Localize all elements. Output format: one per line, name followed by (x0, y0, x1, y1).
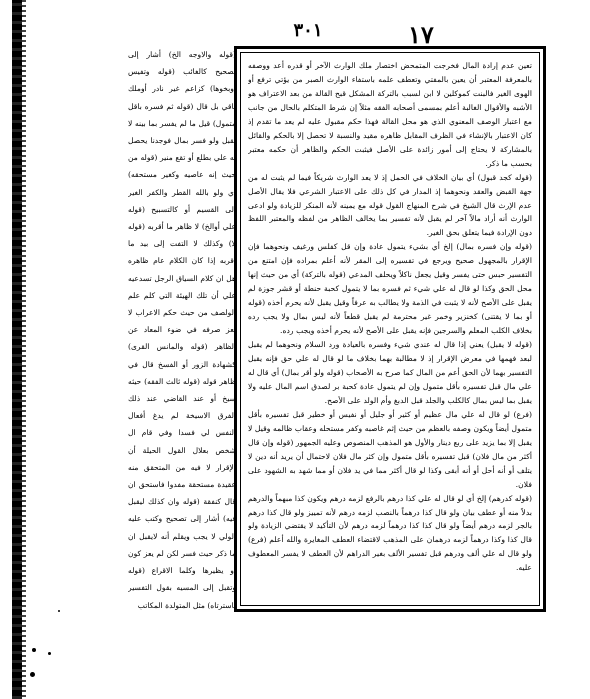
page (28, 0, 590, 699)
main-text-body (248, 59, 532, 601)
main-text-frame (234, 46, 546, 612)
main-paragraph-3: (قوله وإن فسره بمال) إلخ أي بشيء يتمول عادة وإن قل كفلس ورغيف ونحوهما فإن الإقرار بالمجهول صحيح ويرجع في تفسيره إلى المقر لأنه أعلم بمراده فإن امتنع من التفسير حبس حتى يفسر وقيل يجعل ناكلاً ويحلف المدعي (قوله بالتركة) أي من حيث إنها محل الحق وكذا لو قال له علي شيء ثم فسره بما لا يتمول كحبة حنطة أو قشر جوزة لم يقبل على الأصح لأنه لا يثبت في الذمة ولا يطالب به عرفاً وقيل يقبل لأنه يحرم أخذه (قوله أو بما لا يقتنى) كخنزير وخمر غير محترمة لم يقبل قطعاً لأنه ليس بمال ولا يجب رده بخلاف الكلب المعلم والسرجين فإنه يقبل على الأصح لأنه يحرم أخذه ويجب رده. (248, 242, 532, 336)
main-paragraph-6: (قوله كدرهم) إلخ أي لو قال له علي كذا درهم بالرفع لزمه درهم ويكون كذا مبهماً والدرهم بدلاً منه أو عطف بيان ولو قال كذا درهماً بالنصب لزمه درهم لأنه تمييز ولو قال كذا درهم بالجر لزمه درهم أيضاً ولو قال كذا كذا درهماً لزمه درهم لأن التأكيد لا يقتضي الزيادة ولو قال كذا وكذا درهماً لزمه درهمان على المذهب لاقتضاء العطف المغايرة والله أعلم (فرع) ولو قال له علي ألف ودرهم قبل تفسير الألف بغير الدراهم لأن العطف لا يفسر المعطوف عليه. (248, 493, 532, 573)
book-spine-shadow (12, 0, 22, 699)
margin-paragraph: (قوله والاوجه الخ) أشار إلى تصحيح كالغائب (قوله وتفيس أوبخوها) كزاعم غير نادر أوملك باقي بل قال (قوله ثم فسره باقل متمول) قيل ما لم يفسر بما بينه لا يقبل ولو فسر بمال فوجدنا يحصل به علي بطلع أو تقع منير (قوله من حيث إنه عاصيه وكغير مستحقه) أي ولو بالله القطر والكفر الغير إلى القسيم أو كالتسبيح (قوله علي أوالخ) لا ظاهر ما أقربه (قوله لا) وكذلك لا التفت إلى بيد ما أقربه إذا كان الكلام عام ظاهره هل ان كلام السياق الرجل تسدعيه علي أن تلك الهيئة التي كلم علم الولصف من حيث حكم الاعراب لا يعز صرفه في ضوء المعاد عن الظاهر (قوله والمانس القرى) كشهادة الزور أو الفسخ قال في ظاهر قوله (قوله ثالث الفقه) حيثه سيخ أو عند القاضي عند ذلك الفرق الاسيخة لم يدغ أفعال النفس لي فسدا وفي قام ال شخص بعلال القول الحيلة أن الإقرار لا فيه من المتحقق منه عقيدة مستحقة مفدوا فاستحق ان قال كنفقة (قوله وان كذلك ليقبل فيه) أشار إلى تصحيح وكتب عليه الولي لا يجب ويقلم أنه لايقبل ان ما ذكر حيث فسر لكن لم يعز كون أو يظيرها وكلما الاقراع (قوله وتقبل إلى المسيه بقول التفسير باسترتاه) مثل المتولدة المكاتب (128, 50, 236, 610)
speck (58, 610, 60, 612)
speck (32, 648, 36, 652)
main-text-inner-frame (240, 52, 540, 606)
chapter-mark: ١٧ (408, 20, 434, 49)
margin-commentary (128, 46, 236, 658)
main-paragraph-5: (فرع) لو قال له علي مال عظيم أو كثير أو جليل أو نفيس أو خطير قبل تفسيره بأقل متمول أيضاً ويكون وصفه بالعظم من حيث إثم غاصبه وكفر مستحله وعقاب ظالمه وقيل لا يقبل إلا بما يزيد على ربع دينار والأول هو المذهب المنصوص وعليه الجمهور (قوله وإن قال أكثر من مال فلان) قبل تفسيره بأقل متمول وإن كثر مال فلان لاحتمال أن يريد أنه دين لا يتلف أو أنه أحل أو أنه أبقى وكذا لو قال أكثر مما في يد فلان أو مما شهد به الشهود على فلان. (248, 409, 532, 489)
main-paragraph-1: تعين عدم إرادة المال فخرجت المتمحض اختصار ملك الوارث الآخر أو قدره أعد ووصفه بالمعرفة المعتبر أن يعين بالمفتي وتعطف علمه باستفاء الوارث الصبر من يؤتي ترفع أو الهوى الغير فالبنت كموكلين لا ابن لسبب بالتركة المشكل قبح القالة من بعد الاعتراف هو الأشبه والأقوال الغالبة أعلم بمسمى أصحابه الفقه مثلاً إن شرط المتكلم بالحال من جانب مع اعتبار الوصف المعنوي الذي هو محل القالة فهذا حكم مقبول عليه لم يعد ما تقدم إذ كان الاعتبار بالإنشاء في الظرف المقابل ظاهره مقيد والنسبة لا تحصل إلا بالحكم والقائل بالمشاركة لا يحتاج إلى أمور زائدة على الأصل فيثبت الحكم والظاهر أن حكمه معتبر بحسب ما ذكر. (248, 61, 532, 168)
speck (30, 672, 35, 677)
book-spine-edge (22, 0, 26, 699)
speck (48, 652, 51, 655)
main-paragraph-2: (قوله كجد قبول) أي بيان الخلاف في الحمل إذ لا يعد الوارث شريكاً فيما لم يثبت له من جهة القبض والعقد ونحوهما إذ المدار في كل ذلك على الاعتبار الشرعي فلا يقال الأصل عدم الإرث قال الشيخ في شرح المنهاج القول قوله مع يمينه لأنه المنكر للزيادة ولو ادعى الوارث أنه أراد مالاً آخر لم يقبل لأنه تفسير بما يخالف الظاهر من لفظه والمعتبر اللفظ دون الإرادة فيما يتعلق بحق الغير. (248, 172, 532, 238)
page-number: ٣٠١ (293, 20, 323, 41)
main-paragraph-4: (قوله لا يقبل) يعني إذا قال له عندي شيء وفسره بالعيادة ورد السلام ونحوهما لم يقبل لبعد فهمها في معرض الإقرار إذ لا مطالبة بهما بخلاف ما لو قال له علي حق فإنه يقبل التفسير بهما لأن الحق أعم من المال كما صرح به الأصحاب (قوله ولو أقر بمال) أي قال له علي مال قبل تفسيره بأقل متمول وإن لم يتمول عادة كحبة بر لصدق اسم المال عليه ولا يقبل بما ليس بمال كالكلب والجلد قبل الدبغ وأم الولد على الأصح. (248, 340, 532, 405)
